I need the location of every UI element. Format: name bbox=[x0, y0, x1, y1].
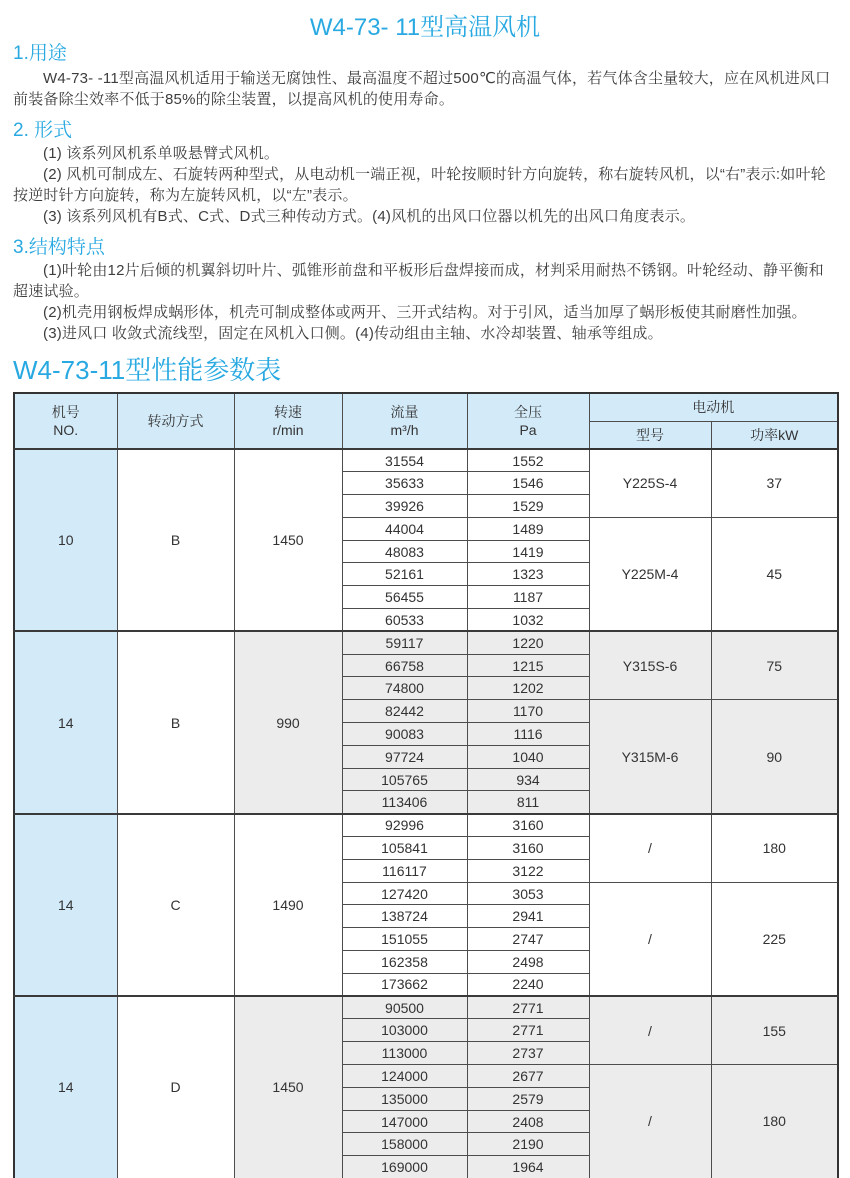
cell-flow: 66758 bbox=[342, 654, 467, 677]
cell-pressure: 1170 bbox=[467, 700, 589, 723]
cell-pressure: 1529 bbox=[467, 495, 589, 518]
section-structure-heading: 3.结构特点 bbox=[13, 237, 105, 258]
section-usage-heading: 1.用途 bbox=[13, 43, 67, 64]
cell-motor-model: / bbox=[589, 1065, 711, 1178]
cell-motor-model: Y225M-4 bbox=[589, 517, 711, 631]
header-flow-label: 流量 bbox=[390, 404, 419, 420]
cell-flow: 31554 bbox=[342, 449, 467, 472]
cell-pressure: 1964 bbox=[467, 1156, 589, 1178]
cell-flow: 60533 bbox=[342, 609, 467, 632]
page-title: W4-73- 11型高温风机 bbox=[309, 14, 541, 41]
cell-pressure: 1546 bbox=[467, 472, 589, 495]
cell-motor-power: 180 bbox=[711, 1065, 838, 1178]
cell-motor-power: 180 bbox=[711, 814, 838, 882]
header-pressure bbox=[467, 393, 589, 449]
cell-speed: 1450 bbox=[234, 449, 342, 631]
cell-motor-power: 225 bbox=[711, 882, 838, 996]
cell-speed: 1450 bbox=[234, 996, 342, 1178]
header-flow-unit: m³/h bbox=[390, 422, 419, 438]
cell-flow: 35633 bbox=[342, 472, 467, 495]
cell-pressure: 1220 bbox=[467, 631, 589, 654]
cell-motor-power: 155 bbox=[711, 996, 838, 1064]
cell-motor-model: / bbox=[589, 814, 711, 882]
section-usage-paragraph: W4-73- -11型高温风机适用于输送无腐蚀性、最高温度不超过500℃的高温气体，若气体含尘量较大，应在风机进风口前装备除尘效率不低于85%的除尘装置，以提高风机的使用寿命。 bbox=[13, 70, 831, 108]
cell-motor-power: 45 bbox=[711, 517, 838, 631]
cell-flow: 44004 bbox=[342, 517, 467, 540]
header-motor-power: 功率kW bbox=[711, 421, 838, 449]
cell-flow: 103000 bbox=[342, 1019, 467, 1042]
cell-pressure: 2941 bbox=[467, 905, 589, 928]
header-machine-no-label: 机号 bbox=[51, 404, 80, 420]
section-form-paragraph-2: (2) 风机可制成左、石旋转两种型式，从电动机一端正视，叶轮按顺时针方向旋转，称右旋转风机，以“右”表示:如叶轮按逆时针方向旋转，称为左旋转风机，以“左”表示。 bbox=[13, 166, 826, 204]
header-motor-model: 型号 bbox=[589, 421, 711, 449]
cell-pressure: 2747 bbox=[467, 928, 589, 951]
cell-pressure: 2498 bbox=[467, 951, 589, 974]
cell-flow: 113406 bbox=[342, 791, 467, 814]
cell-pressure: 1202 bbox=[467, 677, 589, 700]
performance-table-title: W4-73-11型性能参数表 bbox=[13, 355, 282, 385]
cell-flow: 52161 bbox=[342, 563, 467, 586]
table-row bbox=[14, 631, 838, 654]
performance-table bbox=[13, 392, 839, 1178]
cell-pressure: 934 bbox=[467, 768, 589, 791]
header-speed-unit: r/min bbox=[272, 422, 304, 438]
cell-flow: 82442 bbox=[342, 700, 467, 723]
section-structure-paragraph-3: (3)进风口 收敛式流线型，固定在风机入口侧。(4)传动组由主轴、水冷却装置、轴承等组成。 bbox=[43, 325, 663, 342]
cell-flow: 151055 bbox=[342, 928, 467, 951]
section-form-paragraph-3: (3) 该系列风机有B式、C式、D式三种传动方式。(4)风机的出风口位器以机先的出风口角度表示。 bbox=[43, 208, 696, 225]
header-drive-mode: 转动方式 bbox=[117, 393, 234, 449]
cell-flow: 74800 bbox=[342, 677, 467, 700]
cell-motor-model: Y315S-6 bbox=[589, 631, 711, 699]
cell-motor-power: 37 bbox=[711, 449, 838, 517]
cell-flow: 39926 bbox=[342, 495, 467, 518]
cell-pressure: 1489 bbox=[467, 517, 589, 540]
cell-flow: 169000 bbox=[342, 1156, 467, 1178]
cell-pressure: 3160 bbox=[467, 814, 589, 837]
cell-pressure: 2771 bbox=[467, 996, 589, 1019]
cell-flow: 124000 bbox=[342, 1065, 467, 1088]
cell-machine-no: 14 bbox=[14, 631, 117, 813]
cell-motor-model: Y225S-4 bbox=[589, 449, 711, 517]
cell-drive-mode: D bbox=[117, 996, 234, 1178]
section-structure-paragraph-1: (1)叶轮由12片后倾的机翼斜切叶片、弧锥形前盘和平板形后盘焊接而成，材判采用耐热不锈钢。叶轮经动、静平衡和超速试验。 bbox=[13, 262, 824, 300]
cell-flow: 59117 bbox=[342, 631, 467, 654]
section-form-paragraph-1: (1) 该系列风机系单吸悬臂式风机。 bbox=[43, 145, 280, 162]
section-form bbox=[13, 119, 837, 227]
cell-flow: 173662 bbox=[342, 973, 467, 996]
cell-pressure: 811 bbox=[467, 791, 589, 814]
cell-pressure: 1116 bbox=[467, 723, 589, 746]
cell-speed: 990 bbox=[234, 631, 342, 813]
cell-pressure: 2190 bbox=[467, 1133, 589, 1156]
cell-flow: 127420 bbox=[342, 882, 467, 905]
cell-pressure: 2771 bbox=[467, 1019, 589, 1042]
header-pressure-label: 全压 bbox=[514, 404, 542, 420]
section-structure bbox=[13, 236, 837, 344]
cell-machine-no: 10 bbox=[14, 449, 117, 631]
cell-pressure: 1215 bbox=[467, 654, 589, 677]
cell-pressure: 1032 bbox=[467, 609, 589, 632]
cell-pressure: 2579 bbox=[467, 1087, 589, 1110]
cell-machine-no: 14 bbox=[14, 814, 117, 996]
table-row bbox=[14, 814, 838, 837]
cell-pressure: 1323 bbox=[467, 563, 589, 586]
cell-motor-model: / bbox=[589, 882, 711, 996]
cell-pressure: 1552 bbox=[467, 449, 589, 472]
cell-motor-power: 90 bbox=[711, 700, 838, 814]
performance-table-header bbox=[14, 393, 838, 449]
cell-motor-power: 75 bbox=[711, 631, 838, 699]
cell-flow: 92996 bbox=[342, 814, 467, 837]
header-machine-no bbox=[14, 393, 117, 449]
cell-flow: 162358 bbox=[342, 951, 467, 974]
cell-flow: 135000 bbox=[342, 1087, 467, 1110]
cell-drive-mode: B bbox=[117, 449, 234, 631]
cell-flow: 97724 bbox=[342, 745, 467, 768]
cell-pressure: 1187 bbox=[467, 586, 589, 609]
cell-flow: 158000 bbox=[342, 1133, 467, 1156]
header-machine-no-sub: NO. bbox=[53, 422, 79, 438]
cell-flow: 48083 bbox=[342, 540, 467, 563]
cell-pressure: 2737 bbox=[467, 1042, 589, 1065]
cell-pressure: 2240 bbox=[467, 973, 589, 996]
cell-flow: 116117 bbox=[342, 859, 467, 882]
header-motor-group: 电动机 bbox=[589, 393, 838, 421]
cell-pressure: 3053 bbox=[467, 882, 589, 905]
cell-flow: 147000 bbox=[342, 1110, 467, 1133]
cell-flow: 138724 bbox=[342, 905, 467, 928]
cell-pressure: 1419 bbox=[467, 540, 589, 563]
cell-machine-no: 14 bbox=[14, 996, 117, 1178]
section-usage bbox=[13, 42, 837, 110]
header-speed bbox=[234, 393, 342, 449]
cell-drive-mode: B bbox=[117, 631, 234, 813]
table-row bbox=[14, 449, 838, 472]
cell-flow: 90500 bbox=[342, 996, 467, 1019]
section-form-heading: 2. 形式 bbox=[13, 120, 73, 141]
cell-pressure: 2408 bbox=[467, 1110, 589, 1133]
cell-motor-model: Y315M-6 bbox=[589, 700, 711, 814]
cell-speed: 1490 bbox=[234, 814, 342, 996]
cell-flow: 105841 bbox=[342, 837, 467, 860]
cell-flow: 56455 bbox=[342, 586, 467, 609]
table-row bbox=[14, 996, 838, 1019]
header-flow bbox=[342, 393, 467, 449]
cell-drive-mode: C bbox=[117, 814, 234, 996]
header-speed-label: 转速 bbox=[274, 404, 302, 420]
cell-flow: 113000 bbox=[342, 1042, 467, 1065]
cell-pressure: 2677 bbox=[467, 1065, 589, 1088]
header-row-1 bbox=[14, 393, 838, 421]
cell-flow: 90083 bbox=[342, 723, 467, 746]
cell-pressure: 1040 bbox=[467, 745, 589, 768]
cell-flow: 105765 bbox=[342, 768, 467, 791]
section-structure-paragraph-2: (2)机壳用钢板焊成蜗形体，机壳可制成整体或两开、三开式结构。对于引风，适当加厚了蜗形板使其耐磨性加强。 bbox=[43, 304, 807, 321]
header-pressure-unit: Pa bbox=[519, 422, 537, 438]
cell-pressure: 3160 bbox=[467, 837, 589, 860]
performance-table-body bbox=[14, 449, 838, 1178]
cell-motor-model: / bbox=[589, 996, 711, 1064]
cell-pressure: 3122 bbox=[467, 859, 589, 882]
